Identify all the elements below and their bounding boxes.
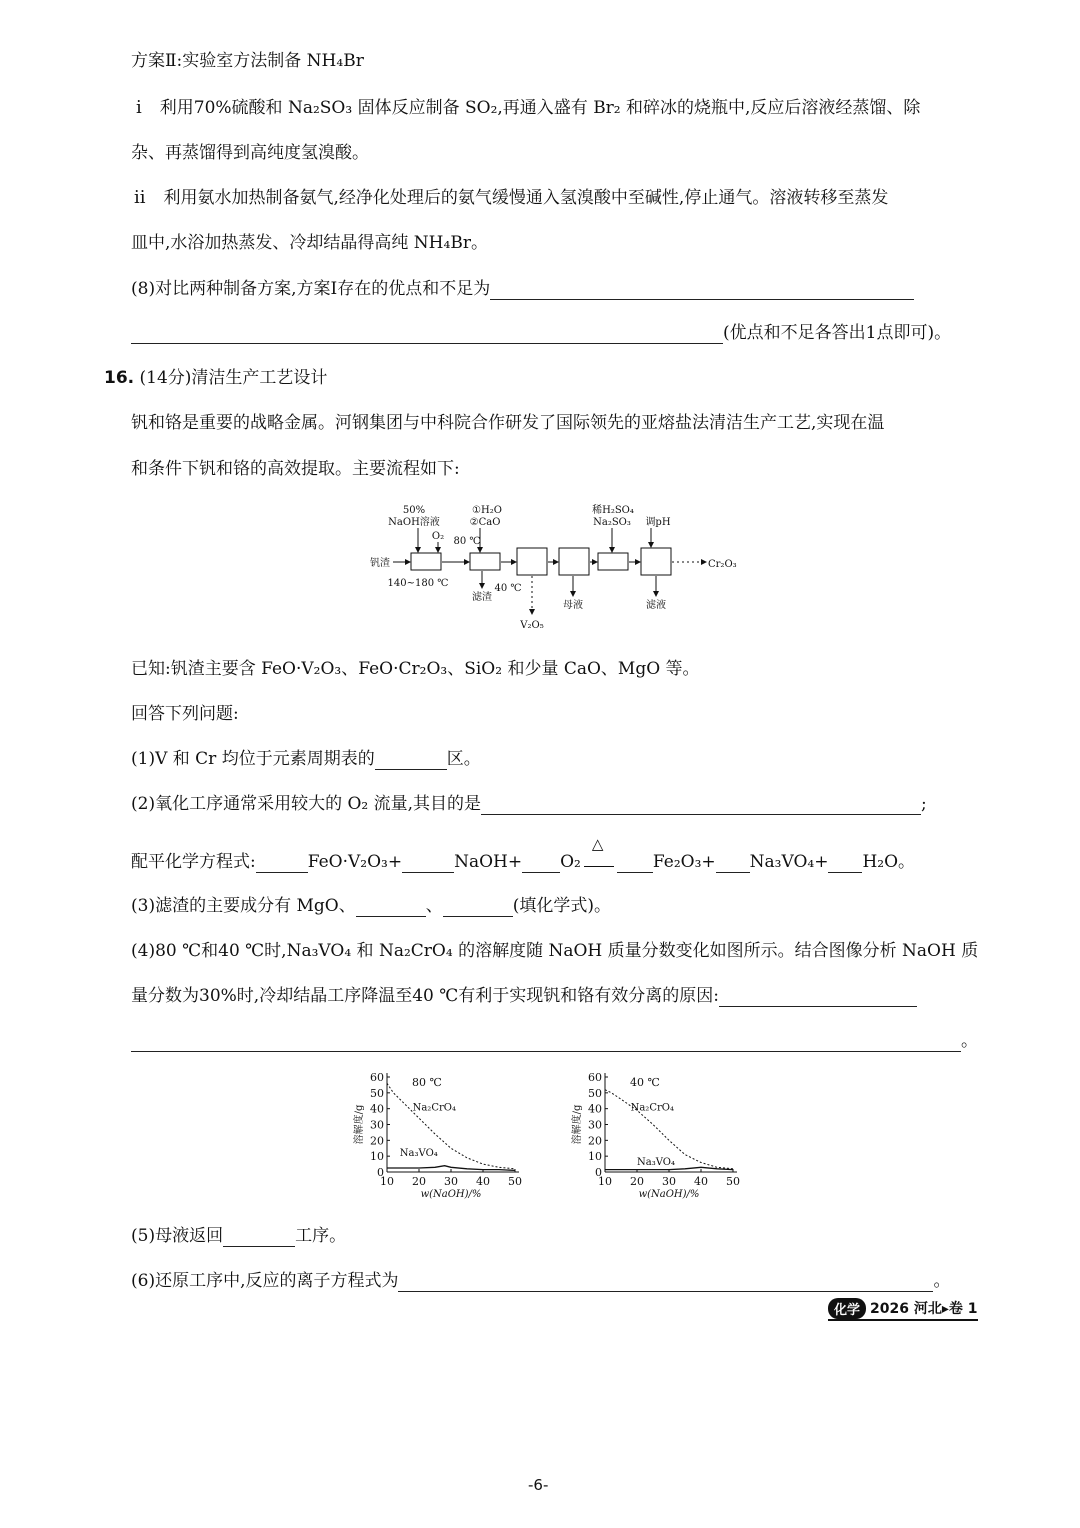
answer-blank[interactable] xyxy=(481,798,921,815)
series-label: Na₃VO₄ xyxy=(399,1148,438,1160)
flow-box-reduction xyxy=(598,553,628,570)
flow-input-ph: 调pH xyxy=(645,517,671,528)
flow-box-precipitation xyxy=(470,553,500,570)
flow-out-residue: 滤渣 xyxy=(472,592,492,603)
answer-prompt: 回答下列问题: xyxy=(131,704,239,724)
chart-title: 40 ℃ xyxy=(630,1076,660,1089)
equation-term: O₂ xyxy=(560,852,581,872)
part-5-end: 工序。 xyxy=(295,1226,347,1246)
equation-term: Fe₂O₃+ xyxy=(652,852,716,872)
footer-badge xyxy=(828,1297,978,1321)
answer-blank[interactable] xyxy=(131,1035,961,1052)
flow-box-hydrolysis xyxy=(641,548,671,575)
intro-line2: 和条件下钒和铬的高效提取。主要流程如下: xyxy=(131,459,460,479)
heat-line xyxy=(584,856,614,867)
equation-term: NaOH+ xyxy=(454,852,523,872)
y-tick-label: 50 xyxy=(370,1086,384,1100)
y-tick-label: 60 xyxy=(370,1071,384,1084)
x-tick-label: 40 xyxy=(476,1175,490,1188)
part-2 xyxy=(131,793,927,815)
answer-blank[interactable] xyxy=(131,327,723,344)
part-5 xyxy=(131,1225,346,1247)
question-8-text: (8)对比两种制备方案,方案Ⅰ存在的优点和不足为 xyxy=(131,279,491,299)
step-ii-line1: 利用氨水加热制备氨气,经净化处理后的氨气缓慢通入氢溴酸中至碱性,停止通气。溶液转移至蒸发 xyxy=(163,188,889,208)
step-ii-marker: ii xyxy=(134,187,146,208)
x-tick-label: 20 xyxy=(412,1175,426,1188)
y-tick-label: 40 xyxy=(370,1102,384,1116)
series-label: Na₂CrO₄ xyxy=(630,1102,674,1114)
x-tick-label: 20 xyxy=(630,1175,644,1188)
answer-blank[interactable] xyxy=(402,856,454,873)
y-tick-label: 20 xyxy=(588,1134,602,1148)
flow-temp-40: 40 ℃ xyxy=(494,583,522,594)
answer-blank[interactable] xyxy=(443,900,513,917)
chart-title: 80 ℃ xyxy=(412,1076,442,1089)
scheme2-title: 方案Ⅱ:实验室方法制备 NH₄Br xyxy=(131,51,364,71)
part-6-end: 。 xyxy=(933,1271,951,1291)
flow-out-v2o5: V₂O₅ xyxy=(520,620,544,631)
answer-blank[interactable] xyxy=(398,1275,933,1292)
flow-temp-80: 80 ℃ xyxy=(453,536,481,547)
x-axis-label: w(NaOH)/% xyxy=(420,1189,482,1200)
flow-box-oxidation xyxy=(411,553,441,570)
answer-blank[interactable] xyxy=(356,900,426,917)
step-i-marker: i xyxy=(136,97,142,118)
edition-label: 2026 河北▸卷 1 xyxy=(870,1301,978,1317)
x-tick-label: 40 xyxy=(694,1175,708,1188)
answer-blank[interactable] xyxy=(522,856,560,873)
y-axis-label: 溶解度/g xyxy=(572,1104,583,1145)
answer-blank[interactable] xyxy=(716,856,750,873)
step-ii-line2: 皿中,水浴加热蒸发、冷却结晶得高纯 NH₄Br。 xyxy=(131,233,488,253)
x-tick-label: 10 xyxy=(598,1175,612,1188)
flow-input-h2so4: 稀H₂SO₄ xyxy=(592,505,634,516)
part-4-text: 量分数为30%时,冷却结晶工序降温至40 ℃有利于实现钒和铬有效分离的原因: xyxy=(131,986,719,1006)
y-axis-label: 溶解度/g xyxy=(354,1104,365,1145)
answer-blank[interactable] xyxy=(617,856,653,873)
chart-40c xyxy=(570,1066,750,1206)
question-8-suffix: (优点和不足各答出1点即可)。 xyxy=(723,323,952,343)
flow-input-na2so3: Na₂SO₃ xyxy=(593,517,631,528)
flow-input-naoh-pct: 50% xyxy=(402,505,426,516)
y-tick-label: 0 xyxy=(377,1166,384,1179)
question-8-cont xyxy=(131,322,951,344)
part-3-sep: 、 xyxy=(425,896,443,916)
x-tick-label: 10 xyxy=(380,1175,394,1188)
equation-term: Na₃VO₄+ xyxy=(749,852,829,872)
answer-blank[interactable] xyxy=(375,753,447,770)
y-tick-label: 20 xyxy=(370,1134,384,1148)
part-1-text: (1)V 和 Cr 均位于元素周期表的 xyxy=(131,749,375,769)
y-tick-label: 50 xyxy=(588,1086,602,1100)
y-tick-label: 0 xyxy=(595,1166,602,1179)
balance-equation xyxy=(131,835,916,873)
process-flow-diagram xyxy=(360,496,750,636)
flow-box-evaporation xyxy=(559,548,589,575)
scheme2-step-i xyxy=(136,97,920,119)
heat-arrow xyxy=(581,835,617,873)
y-tick-label: 60 xyxy=(588,1071,602,1084)
question-8 xyxy=(131,278,914,300)
equation-term: FeO·V₂O₃+ xyxy=(307,852,403,872)
part-4-line2 xyxy=(131,985,917,1007)
answer-blank[interactable] xyxy=(828,856,862,873)
intro-line1: 钒和铬是重要的战略金属。河钢集团与中科院合作研发了国际领先的亚熔盐法清洁生产工艺,实现在温 xyxy=(131,413,885,433)
page-number: -6- xyxy=(528,1476,549,1494)
flow-temp-range: 140~180 ℃ xyxy=(387,578,449,589)
series-label: Na₃VO₄ xyxy=(637,1156,675,1168)
part-3 xyxy=(131,895,611,917)
answer-blank[interactable] xyxy=(490,283,914,300)
answer-blank[interactable] xyxy=(256,856,308,873)
y-tick-label: 10 xyxy=(370,1150,384,1164)
part-4-end: 。 xyxy=(961,1031,978,1051)
x-axis-label: w(NaOH)/% xyxy=(638,1189,700,1200)
part-3-end: (填化学式)。 xyxy=(512,896,611,916)
question-number: 16. xyxy=(104,368,135,388)
flow-input-cao: ②CaO xyxy=(469,517,501,528)
chart-80c xyxy=(352,1066,532,1206)
part-2-end: ; xyxy=(921,794,927,814)
heat-symbol: △ xyxy=(591,835,604,853)
equation-label: 配平化学方程式: xyxy=(131,852,256,872)
y-tick-label: 10 xyxy=(588,1150,602,1164)
part-2-text: (2)氧化工序通常采用较大的 O₂ 流量,其目的是 xyxy=(131,794,482,814)
part-6-text: (6)还原工序中,反应的离子方程式为 xyxy=(131,1271,399,1291)
y-tick-label: 30 xyxy=(370,1118,384,1132)
question-16-heading xyxy=(104,367,327,389)
question-heading: (14分)清洁生产工艺设计 xyxy=(139,368,328,388)
y-tick-label: 30 xyxy=(588,1118,602,1132)
x-tick-label: 50 xyxy=(508,1175,522,1188)
flow-out-filtrate: 滤液 xyxy=(646,600,666,611)
step-i-line2: 杂、再蒸馏得到高纯度氢溴酸。 xyxy=(131,143,369,163)
flow-feed: 钒渣 xyxy=(370,558,390,569)
part-1-end: 区。 xyxy=(446,749,481,769)
flow-out-mother: 母液 xyxy=(563,600,583,611)
answer-blank[interactable] xyxy=(719,990,917,1007)
flow-input-h2o: ①H₂O xyxy=(472,505,502,516)
answer-blank[interactable] xyxy=(223,1230,295,1247)
x-tick-label: 30 xyxy=(444,1175,458,1188)
part-4-line1: (4)80 ℃和40 ℃时,Na₃VO₄ 和 Na₂CrO₄ 的溶解度随 NaOH 质量分数变化如图所示。结合图像分析 NaOH 质 xyxy=(131,941,979,961)
flow-product: Cr₂O₃ xyxy=(708,559,737,570)
part-1 xyxy=(131,748,481,770)
x-tick-label: 30 xyxy=(662,1175,676,1188)
flow-input-o2: O₂ xyxy=(431,531,445,542)
x-tick-label: 50 xyxy=(726,1175,740,1188)
part-4-line3 xyxy=(131,1030,978,1052)
flow-box-cooling xyxy=(517,548,547,575)
step-i-line1: 利用70%硫酸和 Na₂SO₃ 固体反应制备 SO₂,再通入盛有 Br₂ 和碎冰的烧瓶中,反应后溶液经蒸馏、除 xyxy=(159,98,921,118)
flow-input-naoh: NaOH溶液 xyxy=(388,517,440,528)
known-info: 已知:钒渣主要含 FeO·V₂O₃、FeO·Cr₂O₃、SiO₂ 和少量 CaO、MgO 等。 xyxy=(131,659,700,679)
part-6 xyxy=(131,1270,950,1292)
part-3-text: (3)滤渣的主要成分有 MgO、 xyxy=(131,896,356,916)
equation-term: H₂O。 xyxy=(862,852,916,872)
series-label: Na₂CrO₄ xyxy=(412,1102,456,1114)
part-5-text: (5)母液返回 xyxy=(131,1226,224,1246)
y-tick-label: 40 xyxy=(588,1102,602,1116)
scheme2-step-ii xyxy=(134,187,888,209)
subject-pill: 化学 xyxy=(828,1298,866,1319)
